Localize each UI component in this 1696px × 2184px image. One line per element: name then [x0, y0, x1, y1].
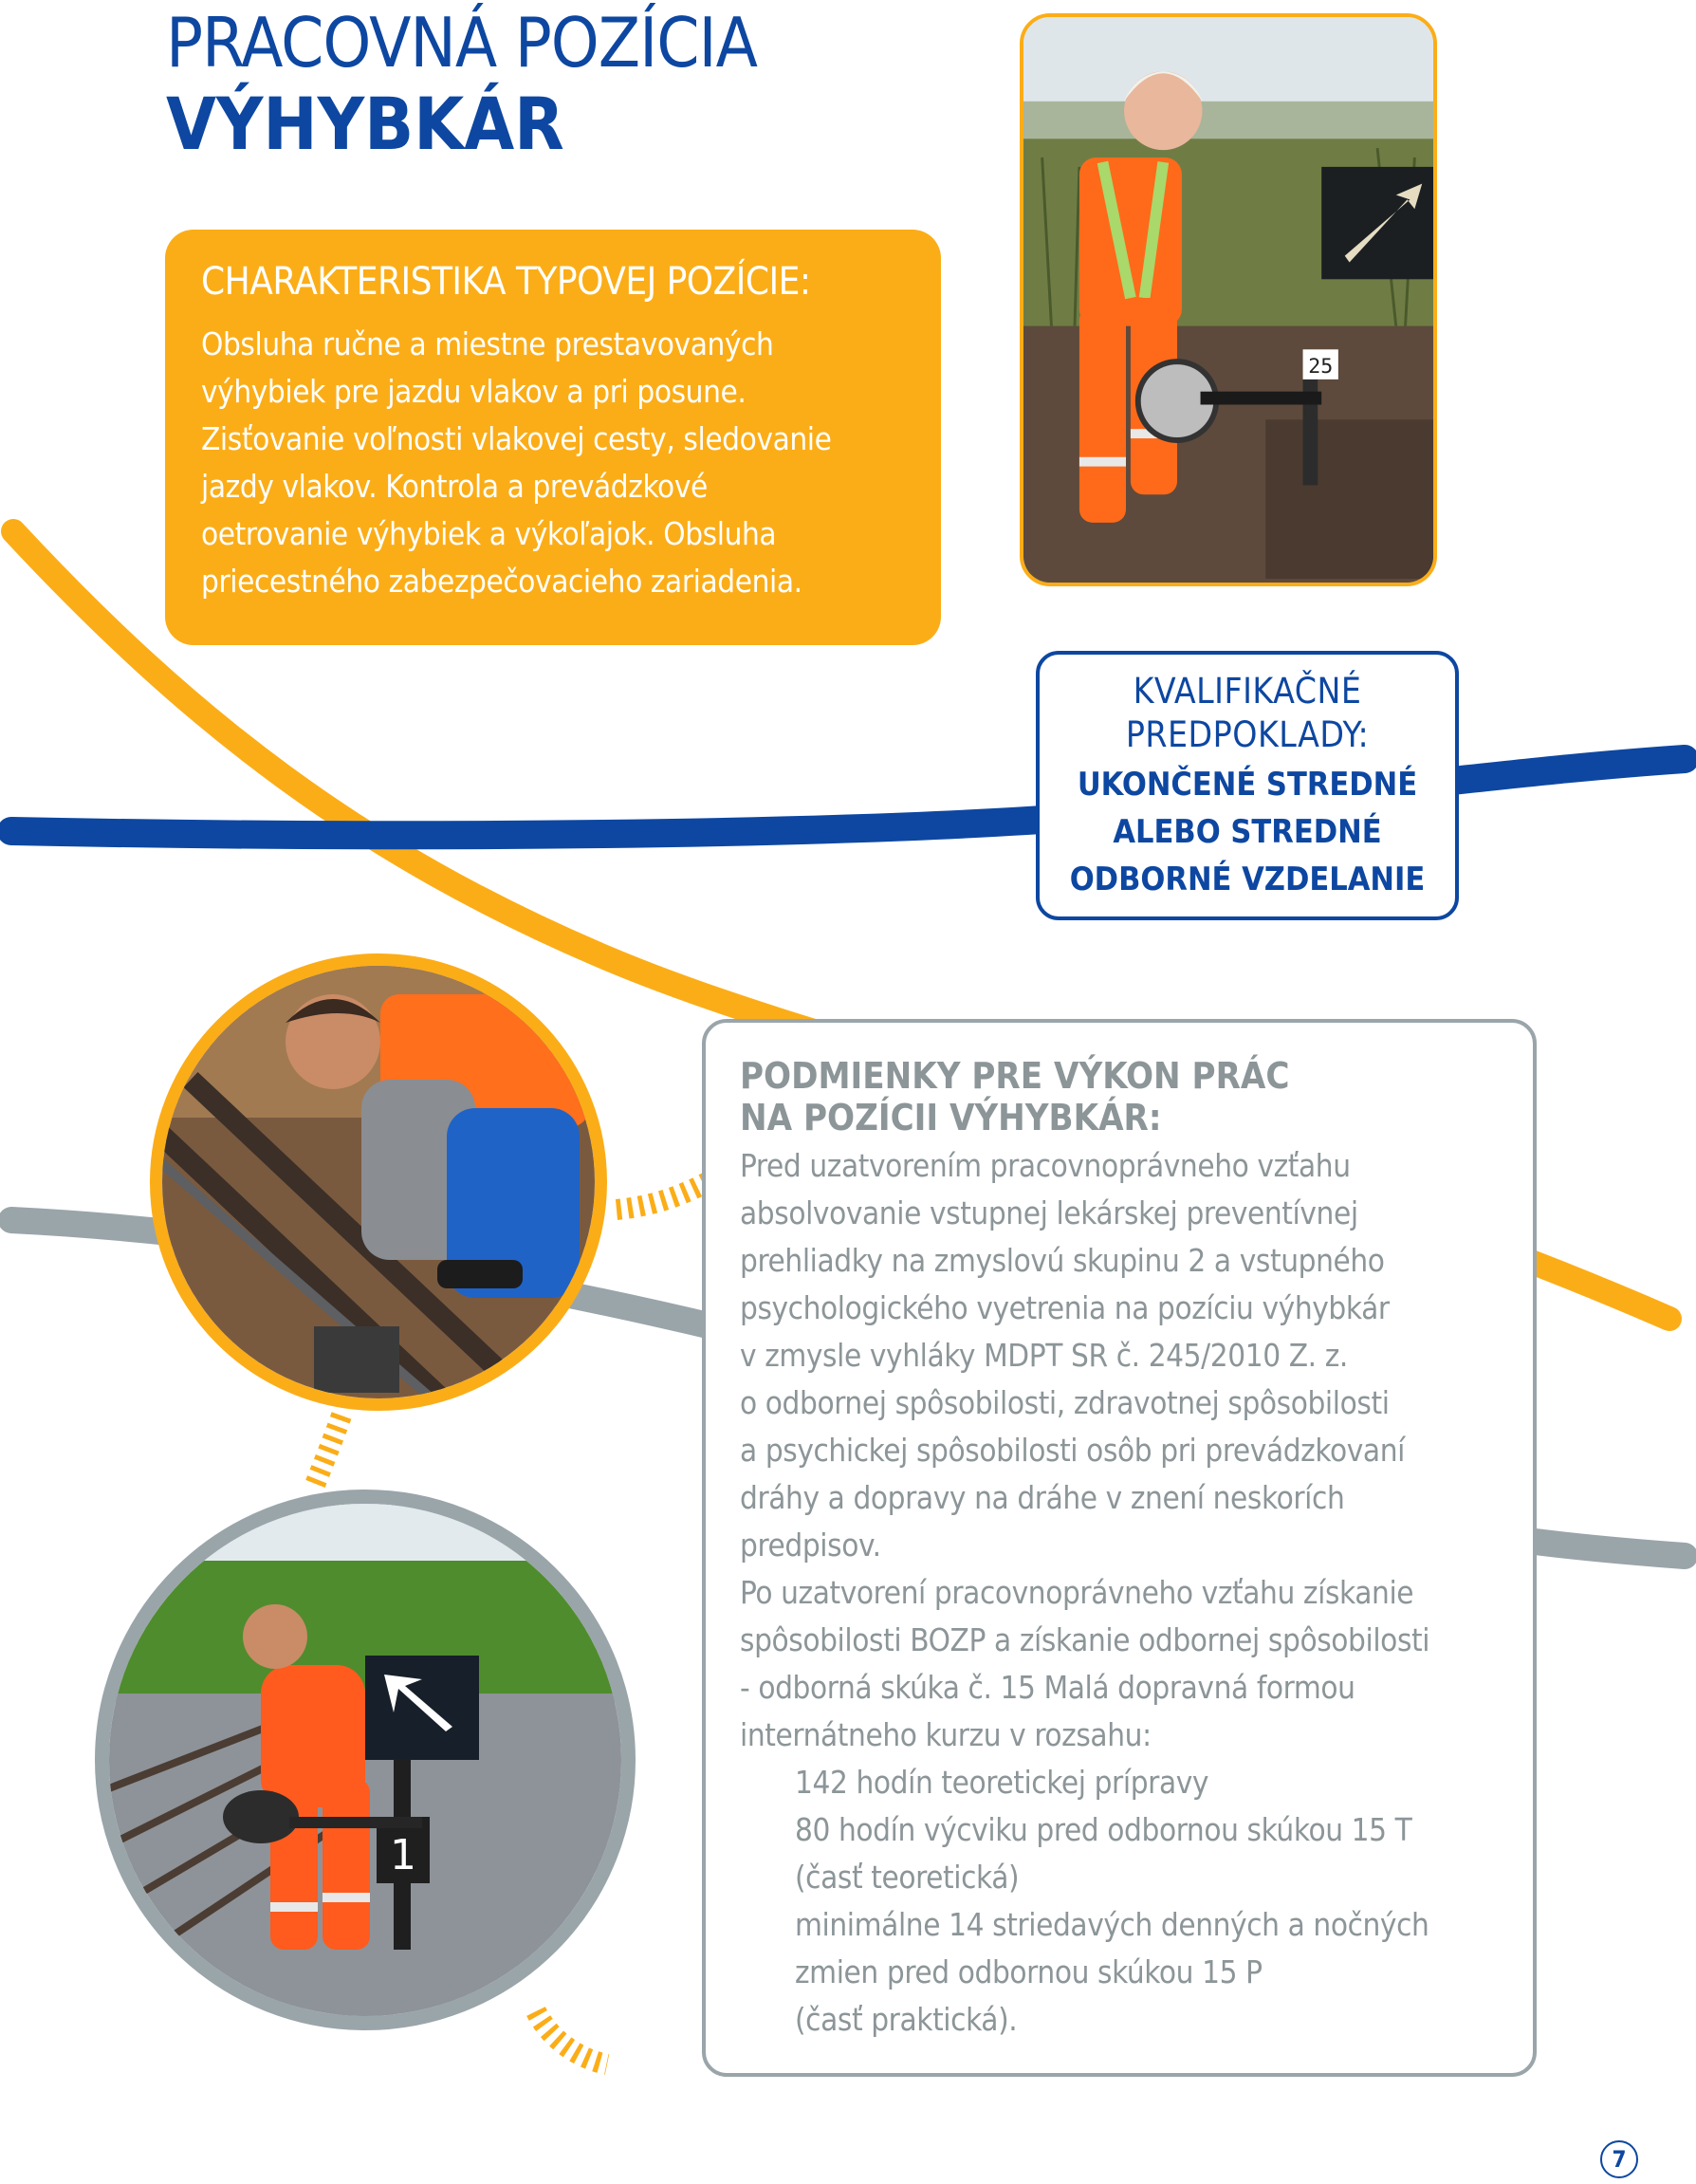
qualifications-value-line: UKONČENÉ STREDNÉ — [1077, 766, 1418, 804]
indented-line: minimálne 14 striedavých denných a nočných — [795, 1906, 1429, 1943]
characteristics-heading: CHARAKTERISTIKA TYPOVEJ POZÍCIE: — [201, 260, 811, 304]
text-line: - odborná skúka č. 15 Malá dopravná formou — [740, 1669, 1355, 1706]
text-line: psychologického vyetrenia na pozíciu výhybkár — [740, 1289, 1390, 1326]
text-line: Po uzatvorení pracovnoprávneho vzťahu získanie — [740, 1574, 1414, 1611]
text-line: absolvovanie vstupnej lekárskej preventívnej — [740, 1194, 1358, 1231]
page-number: 7 — [1600, 2140, 1638, 2178]
text-line: internátneho kurzu v rozsahu: — [740, 1716, 1152, 1753]
indented-line: 142 hodín teoretickej prípravy — [795, 1764, 1209, 1801]
text-line: priecestného zabezpečovacieho zariadenia. — [201, 563, 802, 600]
text-line: v zmysle vyhláky MDPT SR č. 245/2010 Z. z. — [740, 1337, 1348, 1374]
indented-line: (časť teoretická) — [795, 1859, 1020, 1896]
text-line: spôsobilosti BOZP a získanie odbornej spôsobilosti — [740, 1621, 1430, 1658]
qualifications-label-line: KVALIFIKAČNÉ — [1133, 671, 1362, 712]
conditions-heading-line: NA POZÍCII VÝHYBKÁR: — [740, 1097, 1162, 1138]
indented-line: (časť praktická). — [795, 2001, 1018, 2038]
qualifications-label-line: PREDPOKLADY: — [1125, 714, 1370, 755]
text-line: Pred uzatvorením pracovnoprávneho vzťahu — [740, 1147, 1351, 1184]
switch-number-sign: 25 — [1308, 354, 1334, 379]
qualifications-value-line: ALEBO STREDNÉ — [1113, 813, 1382, 851]
conditions-heading — [740, 1055, 1514, 1138]
page-title-line1: PRACOVNÁ POZÍCIA — [166, 3, 757, 83]
text-line: Obsluha ručne a miestne prestavovaných — [201, 325, 774, 362]
text-line: o odbornej spôsobilosti, zdravotnej spôsobilosti — [740, 1384, 1390, 1421]
photo-worker-inspecting-rail — [150, 953, 607, 1411]
work-conditions-box — [702, 1019, 1537, 2077]
orange-dash-bottom — [536, 2011, 607, 2064]
photo-worker-operating-switch — [95, 1490, 636, 2030]
orange-dash-connector — [313, 1416, 341, 1490]
characteristics-text — [201, 321, 907, 605]
characteristics-box — [165, 230, 941, 645]
page-title-line2: VÝHYBKÁR — [166, 82, 564, 166]
switch-number-sign: 1 — [390, 1831, 416, 1879]
text-line: prehliadky na zmyslovú skupinu 2 a vstupného — [740, 1242, 1385, 1279]
text-line: výhybiek pre jazdu vlakov a pri posune. — [201, 373, 747, 410]
indented-line: zmien pred odbornou skúkou 15 P — [795, 1953, 1263, 1990]
qualifications-box — [1036, 651, 1459, 920]
photo-worker-switch-lever — [1020, 13, 1437, 586]
conditions-heading-line: PODMIENKY PRE VÝKON PRÁC — [740, 1055, 1290, 1097]
text-line: oetrovanie výhybiek a výkoľajok. Obsluha — [201, 515, 777, 552]
text-line: a psychickej spôsobilosti osôb pri prevádzkovaní — [740, 1432, 1405, 1469]
text-line: jazdy vlakov. Kontrola a prevádzkové — [201, 468, 708, 505]
text-line: dráhy a dopravy na dráhe v znení neskorích — [740, 1479, 1345, 1516]
qualifications-value-line: ODBORNÉ VZDELANIE — [1069, 861, 1426, 898]
conditions-text — [740, 1142, 1514, 2044]
indented-line: 80 hodín výcviku pred odbornou skúkou 15 T — [795, 1811, 1412, 1848]
text-line: Zisťovanie voľnosti vlakovej cesty, sledovanie — [201, 420, 832, 457]
text-line: predpisov. — [740, 1527, 881, 1564]
